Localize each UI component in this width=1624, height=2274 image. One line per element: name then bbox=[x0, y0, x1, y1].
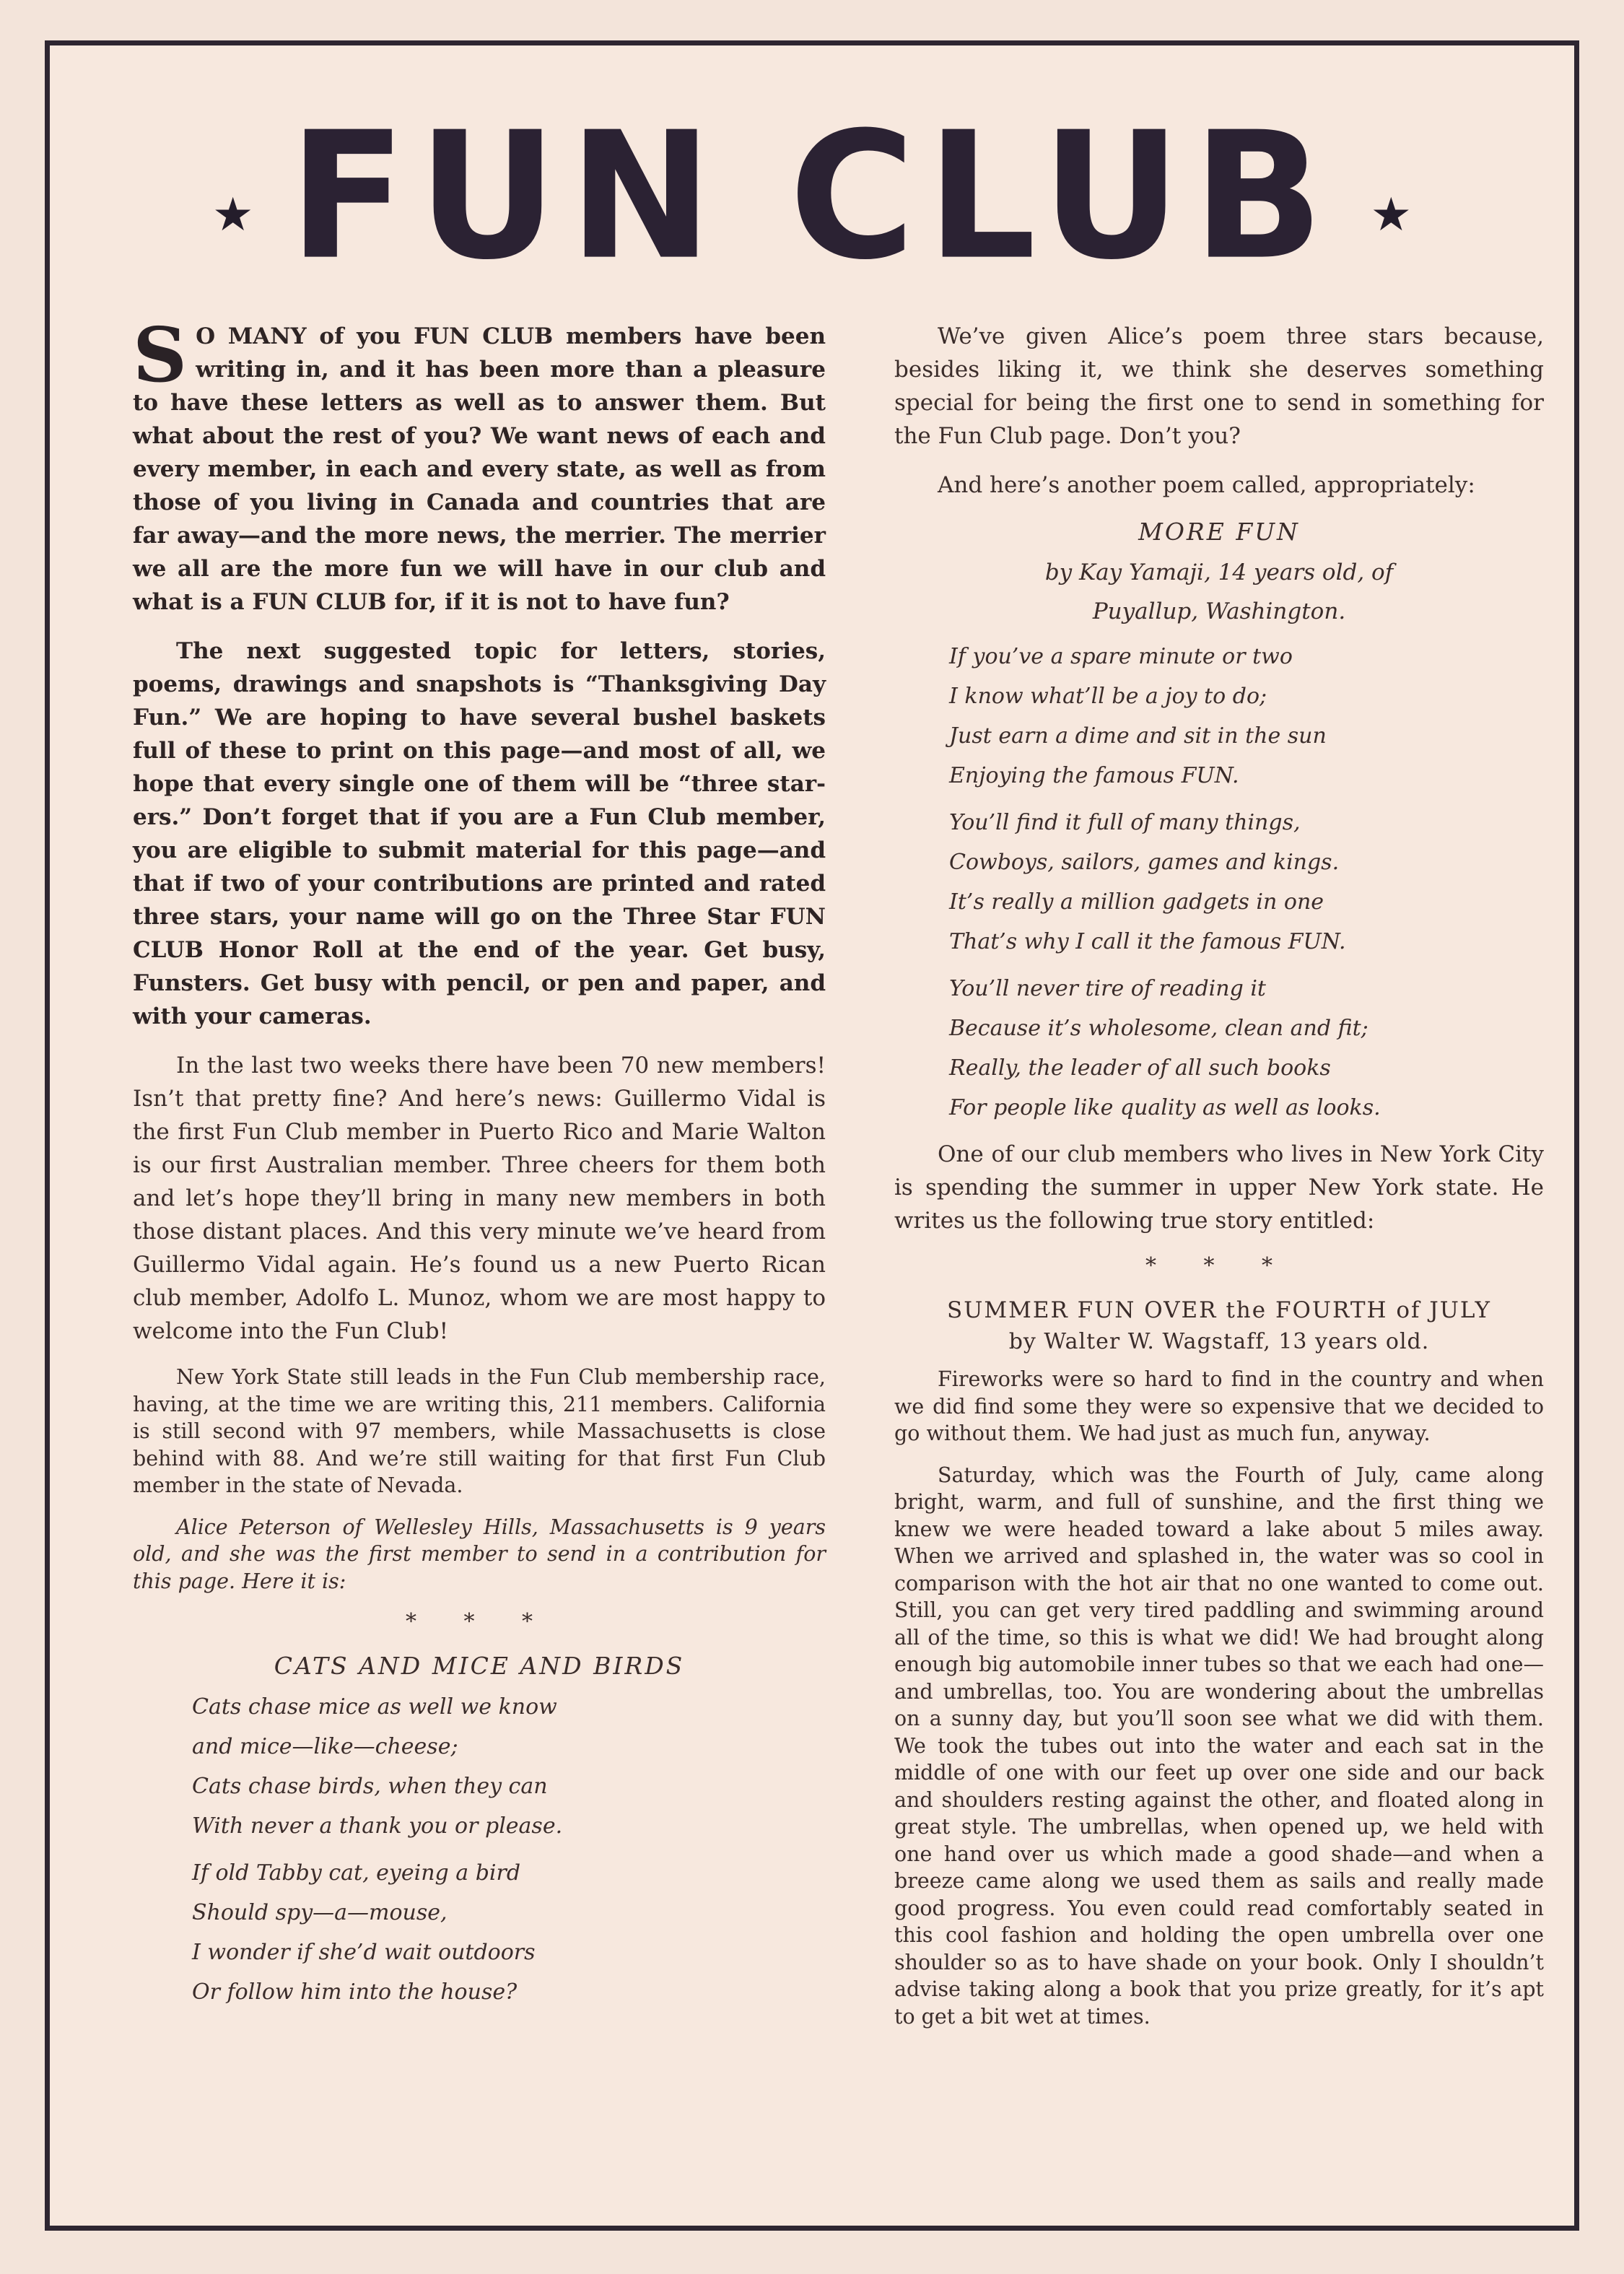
poem-line: For people like quality as well as looks. bbox=[949, 1095, 1381, 1120]
section-divider: * * * bbox=[1145, 1253, 1293, 1278]
poem-line: Cats chase birds, when they can bbox=[192, 1774, 548, 1799]
new-york-paragraph: One of our club members who lives in New York City is spending the summer in upper New York state. He writes us the following true story entitled: bbox=[894, 1141, 1544, 1234]
poem-line: It’s really a million gadgets in one bbox=[949, 889, 1324, 915]
poem-line: Enjoying the famous FUN. bbox=[949, 763, 1239, 788]
poem-byline-line: Puyallup, Washington. bbox=[1092, 598, 1346, 624]
poem-title-cats: CATS AND MICE AND BIRDS bbox=[274, 1652, 685, 1680]
poem-line: With never a thank you or please. bbox=[192, 1813, 563, 1839]
poem-byline bbox=[894, 553, 1544, 631]
poem-line: That’s why I call it the famous FUN. bbox=[949, 929, 1346, 954]
poem-line: Because it’s wholesome, clean and fit; bbox=[949, 1016, 1368, 1041]
right-column bbox=[894, 320, 1544, 2044]
section-divider: * * * bbox=[405, 1609, 554, 1634]
three-stars-paragraph: We’ve given Alice’s poem three stars because, besides liking it, we think she deserves something special for being the first one to send in something for the Fun Club page. Don’t you? bbox=[894, 323, 1544, 449]
poem-cats bbox=[192, 1687, 826, 2012]
poem-line: Really, the leader of all such books bbox=[949, 1055, 1331, 1081]
drop-cap: S bbox=[133, 310, 188, 399]
story-paragraph: Fireworks were so hard to find in the country and when we did find some they were so expensive that we decided to go without them. We had just as much fun, anyway. bbox=[894, 1367, 1544, 1445]
poem-line: Just earn a dime and sit in the sun bbox=[949, 723, 1327, 749]
poem-title-more-fun: MORE FUN bbox=[1138, 518, 1300, 546]
membership-race-paragraph: New York State still leads in the Fun Club membership race, having, at the time we are writing this, 211 members. California is still second with 97 members, while Massachusetts is close behind with 88. And we’re still waiting for that first Fun Club member in the state of Nevada. bbox=[133, 1365, 826, 1497]
story-byline: by Walter W. Wagstaff, 13 years old. bbox=[1008, 1329, 1430, 1354]
title-club: CLUB bbox=[789, 95, 1335, 299]
left-column bbox=[133, 310, 826, 2019]
page-title bbox=[289, 95, 1335, 299]
poem-line: If old Tabby cat, eyeing a bird bbox=[192, 1860, 521, 1886]
poem-stanza bbox=[949, 969, 1544, 1128]
intro-text: O MANY of you FUN CLUB members have been writing in, and it has been more than a pleasure to have these letters as well as to answer them. But what about the rest of you? We want news of each and every member, in each and every state, as well as from those of you living in Canada and countries that are far away—and the more news, the merrier. The merrier we all are the more fun we will have in our club and what is a FUN CLUB for, if it is not to have fun? bbox=[133, 323, 826, 615]
new-members-paragraph: In the last two weeks there have been 70 new members! Isn’t that pretty fine? And here’s news: Guillermo Vidal is the first Fun Club member in Puerto Rico and Marie Walton is our first Australian member. Three cheers for them both and let’s hope they’ll bring in many new members in both those distant places. And this very minute we’ve heard from Guillermo Vidal again. He’s found us a new Puerto Rican club member, Adolfo L. Munoz, whom we are most happy to welcome into the Fun Club! bbox=[133, 1053, 826, 1344]
poem-line: Cowboys, sailors, games and kings. bbox=[949, 850, 1340, 875]
intro-paragraph bbox=[133, 310, 826, 619]
story-title: SUMMER FUN OVER the FOURTH of JULY bbox=[946, 1297, 1491, 1323]
poem-line: You’ll never tire of reading it bbox=[949, 976, 1266, 1001]
alice-intro-paragraph: Alice Peterson of Wellesley Hills, Massachusetts is 9 years old, and she was the first member to send in a contribution for this page. Here it is: bbox=[133, 1515, 826, 1593]
poem-line: Cats chase mice as well we know bbox=[192, 1694, 557, 1720]
poem-stanza bbox=[192, 1687, 826, 1846]
story-paragraph: Saturday, which was the Fourth of July, came along bright, warm, and full of sunshine, and the first thing we knew we were headed toward a lake about 5 miles away. When we arrived and splashed in, the water was so cool in comparison with the hot air that no one wanted to come out. Still, you can get very tired paddling and swimming around all of the time, so this is what we did! We had brought along enough big automobile inner tubes so that we each had one—and umbrellas, too. You are wondering about the umbrellas on a sunny day, but you’ll soon see what we did with them. We took the tubes out into the water and each sat in the middle of one with our feet up over one side and our back and shoulders resting against the other, and floated along in great style. The umbrellas, when opened up, we held with one hand over us which made a good shade—and when a breeze came along we used them as sails and really made good progress. You even could read comfortably seated in this cool fashion and holding the open umbrella over one shoulder so as to have shade on your book. Only I shouldn’t advise taking along a book that you prize greatly, for it’s apt to get a bit wet at times. bbox=[894, 1463, 1544, 2029]
thanksgiving-paragraph: The next suggested topic for letters, stories, poems, drawings and snapshots is “Thanksgiving Day Fun.” We are hoping to have several bushel baskets full of these to print on this page—and most of all, we hope that every single one of them will be “three star-ers.” Don’t forget that if you are a Fun Club member, you are eligible to submit material for this page—and that if two of your contributions are printed and rated three stars, your name will go on the Three Star FUN CLUB Honor Roll at the end of the year. Get busy, Funsters. Get busy with pencil, or pen and paper, and with your cameras. bbox=[133, 638, 826, 1029]
poem-line: Should spy—a—mouse, bbox=[192, 1900, 448, 1925]
title-fun: FUN bbox=[289, 95, 725, 299]
poem-line: Or follow him into the house? bbox=[192, 1979, 518, 2005]
poem-stanza bbox=[192, 1853, 826, 2012]
masthead bbox=[50, 95, 1574, 299]
poem-line: I wonder if she’d wait outdoors bbox=[192, 1940, 536, 1965]
poem-byline-line: by Kay Yamaji, 14 years old, of bbox=[1044, 559, 1394, 585]
poem-line: If you’ve a spare minute or two bbox=[949, 644, 1293, 669]
poem-stanza bbox=[949, 637, 1544, 796]
page-frame bbox=[45, 40, 1579, 2231]
poem-line: I know what’ll be a joy to do; bbox=[949, 684, 1267, 709]
star-right-icon: ★ bbox=[1370, 188, 1412, 242]
poem-more-fun bbox=[949, 637, 1544, 1128]
star-left-icon: ★ bbox=[212, 188, 254, 242]
poem-line: You’ll find it full of many things, bbox=[949, 810, 1301, 835]
poem-line: and mice—like—cheese; bbox=[192, 1734, 458, 1759]
poem-stanza bbox=[949, 803, 1544, 962]
another-poem-paragraph: And here’s another poem called, appropriately: bbox=[938, 472, 1475, 498]
